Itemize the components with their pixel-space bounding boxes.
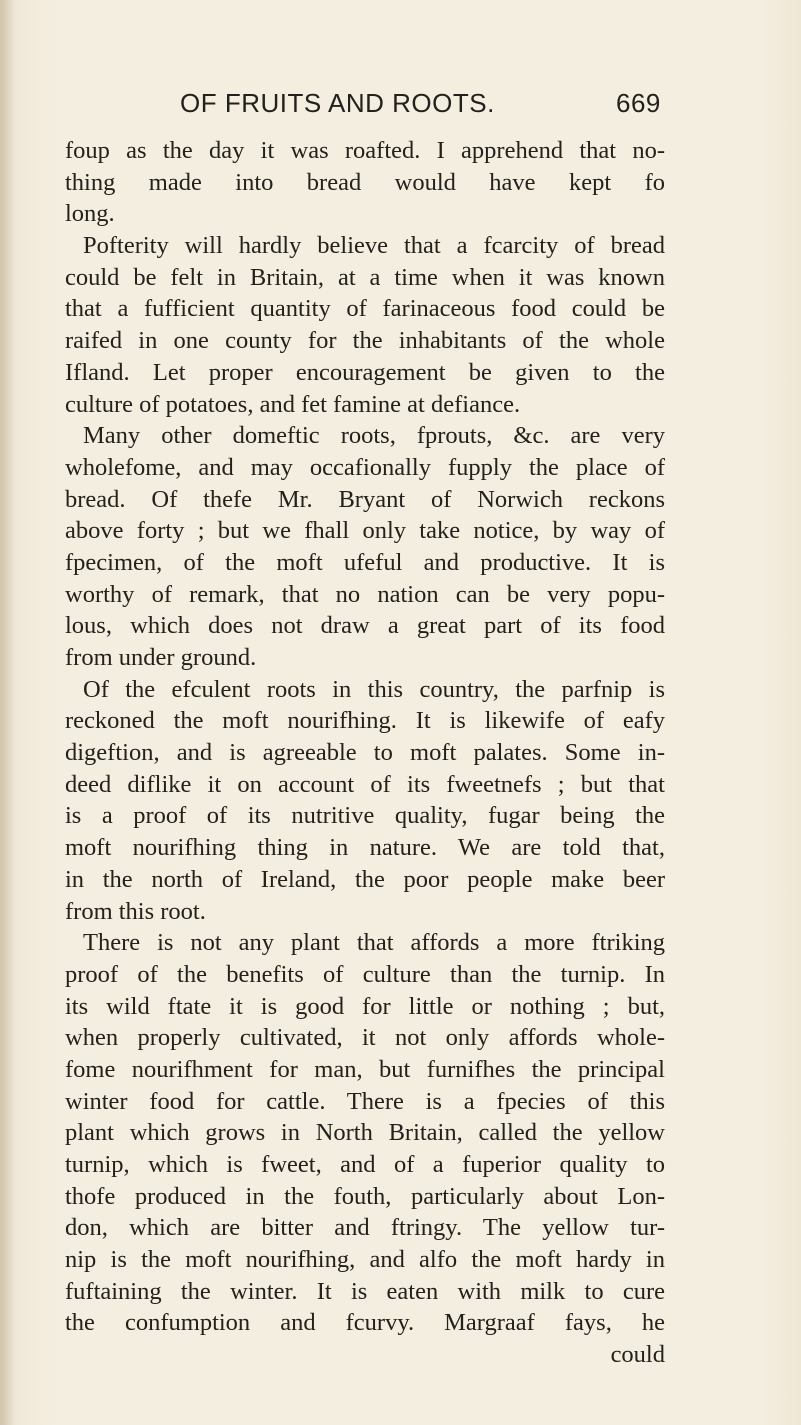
text-line: thofe produced in the fouth, particularly about Lon- <box>65 1182 665 1210</box>
text-line: Pofterity will hardly believe that a fcarcity of bread <box>83 232 665 260</box>
text-line: could be felt in Britain, at a time when it was known <box>65 263 665 291</box>
page-header <box>180 88 680 128</box>
text-line: proof of the benefits of culture than the turnip. In <box>65 960 665 988</box>
text-line: from this root. <box>65 897 206 925</box>
text-line: from under ground. <box>65 644 257 671</box>
text-line: raifed in one county for the inhabitants of the whole <box>65 327 665 355</box>
text-line: its wild ftate it is good for little or nothing ; but, <box>65 992 665 1020</box>
text-line: thing made into bread would have kept fo <box>65 168 665 196</box>
body-text <box>65 135 665 1371</box>
text-line: bread. Of thefe Mr. Bryant of Norwich reckons <box>65 485 665 513</box>
text-line: fpecimen, of the moft ufeful and productive. It is <box>65 548 665 576</box>
text-line: is a proof of its nutritive quality, fugar being the <box>65 802 665 830</box>
text-line: wholefome, and may occafionally fupply the place of <box>65 453 665 481</box>
text-line: don, which are bitter and ftringy. The yellow tur- <box>65 1214 665 1242</box>
text-line: in the north of Ireland, the poor people make beer <box>65 865 665 893</box>
text-line: culture of potatoes, and fet famine at defiance. <box>65 390 521 418</box>
text-line: lous, which does not draw a great part of its food <box>65 612 665 640</box>
text-line: reckoned the moft nourifhing. It is likewife of eafy <box>65 707 665 735</box>
text-line: moft nourifhing thing in nature. We are told that, <box>65 834 665 862</box>
text-line: winter food for cattle. There is a fpecies of this <box>65 1087 665 1115</box>
text-line: There is not any plant that affords a more ftriking <box>83 929 665 957</box>
running-head: OF FRUITS AND ROOTS. <box>180 88 495 118</box>
text-line: deed diflike it on account of its fweetnefs ; but that <box>65 770 665 798</box>
text-line: the confumption and fcurvy. Margraaf fays, he <box>65 1309 665 1337</box>
text-line: Of the efculent roots in this country, the parfnip is <box>83 675 665 703</box>
text-line: Many other domeftic roots, fprouts, &c. are very <box>83 422 665 450</box>
text-line: when properly cultivated, it not only affords whole- <box>65 1024 665 1052</box>
text-line: foup as the day it was roafted. I apprehend that no- <box>65 137 665 164</box>
text-line: turnip, which is fweet, and of a fuperior quality to <box>65 1151 665 1178</box>
text-line: digeftion, and is agreeable to moft palates. Some in- <box>65 739 665 767</box>
gutter-shadow <box>0 0 14 1425</box>
text-line: above forty ; but we fhall only take notice, by way of <box>65 517 665 545</box>
text-line: plant which grows in North Britain, called the yellow <box>65 1119 665 1147</box>
text-line: worthy of remark, that no nation can be very popu- <box>65 580 665 608</box>
text-line: fome nourifhment for man, but furnifhes the principal <box>65 1055 665 1083</box>
text-line: long. <box>65 200 115 228</box>
page-number: 669 <box>616 88 661 118</box>
catchword: could <box>610 1341 665 1369</box>
text-line: fuftaining the winter. It is eaten with milk to cure <box>65 1277 665 1305</box>
text-line: nip is the moft nourifhing, and alfo the moft hardy in <box>65 1246 665 1274</box>
text-line: Ifland. Let proper encouragement be given to the <box>65 358 665 386</box>
text-line: that a fufficient quantity of farinaceous food could be <box>65 295 665 323</box>
